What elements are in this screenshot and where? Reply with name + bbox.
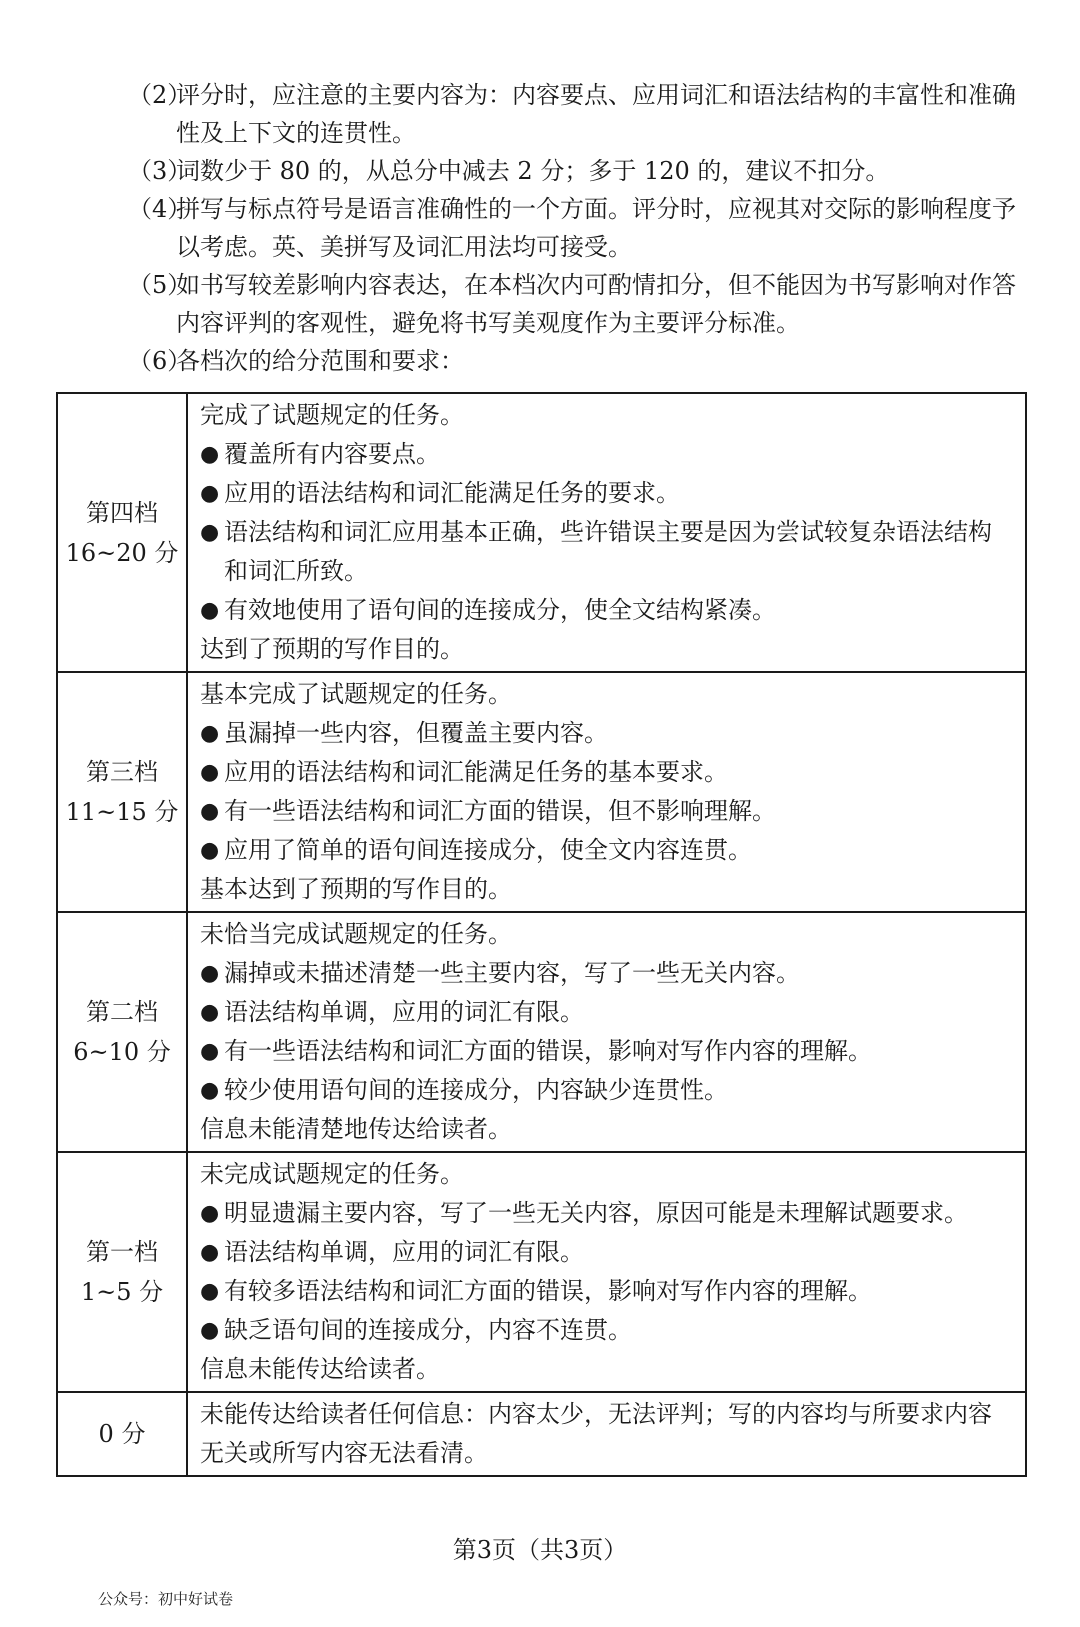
band-description-cell	[187, 393, 1026, 672]
band-description-cell	[187, 1152, 1026, 1392]
band-intro: 完成了试题规定的任务。	[200, 401, 464, 429]
bullet-icon: ●	[200, 961, 220, 986]
band-bullet: ● 应用的语法结构和词汇能满足任务的要求。	[200, 474, 1015, 513]
band-zero-text: 未能传达给读者任何信息：内容太少，无法评判；写的内容均与所要求内容无关或所写内容无法看清。	[200, 1400, 992, 1467]
band-bullet: ● 有一些语法结构和词汇方面的错误，影响对写作内容的理解。	[200, 1032, 1015, 1071]
band-bullet: ● 有一些语法结构和词汇方面的错误，但不影响理解。	[200, 792, 1015, 831]
note-item	[128, 76, 1028, 152]
note-text: 如书写较差影响内容表达，在本档次内可酌情扣分，但不能因为书写影响对作答内容评判的客观性，避免将书写美观度作为主要评分标准。	[176, 271, 1016, 337]
note-text: 拼写与标点符号是语言准确性的一个方面。评分时，应视其对交际的影响程度予以考虑。英、美拼写及词汇用法均可接受。	[176, 195, 1016, 261]
band-outro: 达到了预期的写作目的。	[200, 635, 464, 663]
note-text: 各档次的给分范围和要求：	[176, 347, 464, 375]
bullet-icon: ●	[200, 598, 220, 623]
bullet-icon: ●	[200, 1279, 220, 1304]
band-intro: 基本完成了试题规定的任务。	[200, 680, 512, 708]
band-name: 第四档	[86, 498, 158, 527]
band-bullet: ● 有较多语法结构和词汇方面的错误，影响对写作内容的理解。	[200, 1272, 1015, 1311]
band-bullet: ● 明显遗漏主要内容，写了一些无关内容，原因可能是未理解试题要求。	[200, 1194, 1015, 1233]
rubric-row-band-3	[57, 672, 1026, 912]
bullet-icon: ●	[200, 1201, 220, 1226]
note-text: 词数少于 80 的，从总分中减去 2 分；多于 120 的，建议不扣分。	[176, 157, 890, 185]
bullet-icon: ●	[200, 1078, 220, 1103]
band-range: 16~20 分	[65, 538, 179, 567]
band-range: 6~10 分	[73, 1038, 171, 1066]
band-bullet: ● 覆盖所有内容要点。	[200, 435, 1015, 474]
note-item	[128, 342, 1028, 380]
band-label-cell	[57, 672, 187, 912]
note-item	[128, 152, 1028, 190]
band-outro: 信息未能传达给读者。	[200, 1355, 440, 1383]
band-bullet: ● 虽漏掉一些内容，但覆盖主要内容。	[200, 714, 1015, 753]
note-item	[128, 266, 1028, 342]
rubric-row-band-1	[57, 1152, 1026, 1392]
note-number: （5）	[128, 271, 192, 299]
band-name: 第三档	[86, 758, 158, 786]
bullet-icon: ●	[200, 442, 220, 467]
bullet-icon: ●	[200, 481, 220, 506]
rubric-row-band-4	[57, 393, 1026, 672]
band-label-cell	[57, 1152, 187, 1392]
band-intro: 未恰当完成试题规定的任务。	[200, 920, 512, 948]
watermark-text: 公众号：初中好试卷	[98, 1590, 234, 1608]
bullet-icon: ●	[200, 721, 220, 746]
band-bullet: ● 语法结构单调，应用的词汇有限。	[200, 993, 1015, 1032]
bullet-icon: ●	[200, 1000, 220, 1025]
band-range: 1~5 分	[80, 1278, 164, 1306]
page-number-footer: 第3页（共3页）	[452, 1536, 628, 1564]
band-bullet: ● 缺乏语句间的连接成分，内容不连贯。	[200, 1311, 1015, 1350]
band-description-cell	[187, 912, 1026, 1152]
note-number: （3）	[128, 157, 192, 185]
band-outro: 基本达到了预期的写作目的。	[200, 875, 512, 903]
scoring-notes	[128, 76, 1028, 380]
band-description-cell	[187, 1392, 1026, 1476]
scoring-rubric-table	[56, 392, 1027, 1477]
band-name: 第二档	[86, 998, 158, 1026]
band-intro: 未完成试题规定的任务。	[200, 1160, 464, 1188]
bullet-icon: ●	[200, 838, 220, 863]
note-number: （4）	[128, 195, 192, 223]
band-bullet: ● 漏掉或未描述清楚一些主要内容，写了一些无关内容。	[200, 954, 1015, 993]
bullet-icon: ●	[200, 520, 220, 545]
band-bullet: ● 较少使用语句间的连接成分，内容缺少连贯性。	[200, 1071, 1015, 1110]
band-bullet: ● 语法结构单调，应用的词汇有限。	[200, 1233, 1015, 1272]
band-range: 11~15 分	[65, 798, 179, 826]
note-number: （2）	[128, 81, 192, 109]
band-bullet: ● 有效地使用了语句间的连接成分，使全文结构紧凑。	[200, 591, 1015, 630]
bullet-icon: ●	[200, 1039, 220, 1064]
band-bullet: ● 应用了简单的语句间连接成分，使全文内容连贯。	[200, 831, 1015, 870]
band-outro: 信息未能清楚地传达给读者。	[200, 1115, 512, 1143]
band-bullet: ● 语法结构和词汇应用基本正确，些许错误主要是因为尝试较复杂语法结构和词汇所致。	[200, 513, 1015, 591]
note-item	[128, 190, 1028, 266]
note-text: 评分时，应注意的主要内容为：内容要点、应用词汇和语法结构的丰富性和准确性及上下文的连贯性。	[176, 81, 1016, 147]
bullet-icon: ●	[200, 799, 220, 824]
bullet-icon: ●	[200, 760, 220, 785]
band-label-cell	[57, 1392, 187, 1476]
band-label-cell	[57, 912, 187, 1152]
band-label-cell	[57, 393, 187, 672]
bullet-icon: ●	[200, 1240, 220, 1265]
rubric-row-band-0	[57, 1392, 1026, 1476]
note-number: （6）	[128, 347, 192, 375]
bullet-icon: ●	[200, 1318, 220, 1343]
band-bullet: ● 应用的语法结构和词汇能满足任务的基本要求。	[200, 753, 1015, 792]
band-description-cell	[187, 672, 1026, 912]
band-range: 0 分	[98, 1420, 146, 1448]
rubric-row-band-2	[57, 912, 1026, 1152]
band-name: 第一档	[86, 1238, 158, 1266]
